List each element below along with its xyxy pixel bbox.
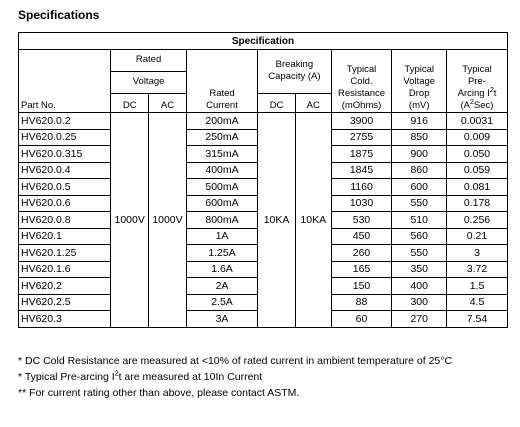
cell-voltage-drop: 600 [392,179,447,196]
header-breaking-line2: Capacity (A) [268,71,321,83]
cell-cold-resistance: 165 [331,261,392,278]
cell-part-no: HV620.1 [19,228,111,245]
footnote-cold-resistance: * DC Cold Resistance are measured at <10% of rated current in ambient temperature of 25°C [18,355,453,367]
cell-cold-resistance: 88 [331,294,392,311]
cell-pre-arcing: 0.059 [446,162,507,179]
header-rated: Rated [111,50,187,72]
cell-cold-resistance: 150 [331,278,392,295]
header-vdrop-line1: Typical [404,64,434,75]
cell-rated-current: 500mA [186,179,257,196]
cell-rated-current: 200mA [186,113,257,130]
cell-voltage-drop: 860 [392,162,447,179]
cell-pre-arcing: 1.5 [446,278,507,295]
cell-rated-current: 800mA [186,212,257,229]
cell-part-no: HV620.0.6 [19,195,111,212]
cell-part-no: HV620.0.4 [19,162,111,179]
footnotes [18,353,452,401]
cell-rated-current: 1.25A [186,245,257,262]
cell-part-no: HV620.0.5 [19,179,111,196]
cell-cold-resistance: 530 [331,212,392,229]
section-title: Specifications [18,8,100,22]
cell-rated-current: 1.6A [186,261,257,278]
cell-voltage-drop: 550 [392,195,447,212]
table-row [19,113,508,130]
cell-part-no: HV620.2 [19,278,111,295]
table-banner: Specification [19,33,508,50]
footnote-contact: ** For current rating other than above, please contact ASTM. [18,387,300,399]
header-breaking-dc: DC [258,93,296,112]
cell-cold-resistance: 1875 [331,146,392,163]
cell-voltage-drop: 510 [392,212,447,229]
header-vdrop-line4: (mV) [408,100,430,111]
cell-pre-arcing: 3 [446,245,507,262]
header-part-no: Part No. [19,50,111,113]
cell-voltage-drop: 270 [392,311,447,328]
cell-voltage-drop: 900 [392,146,447,163]
cell-voltage-drop: 400 [392,278,447,295]
header-vdrop-line3: Drop [408,88,430,99]
header-vdrop-line2: Voltage [403,76,436,87]
cell-pre-arcing: 4.5 [446,294,507,311]
header-cold-res-line2: Cold. [350,76,373,87]
cell-part-no: HV620.0.2 [19,113,111,130]
cell-voltage-ac: 1000V [149,113,187,328]
cell-rated-current: 600mA [186,195,257,212]
header-voltage-dc: DC [111,93,149,112]
cell-voltage-drop: 916 [392,113,447,130]
cell-voltage-drop: 300 [392,294,447,311]
cell-cold-resistance: 1845 [331,162,392,179]
header-cold-res-line3: Resistance [338,88,386,99]
cell-part-no: HV620.3 [19,311,111,328]
header-voltage-ac: AC [149,93,187,112]
cell-voltage-drop: 350 [392,261,447,278]
cell-cold-resistance: 60 [331,311,392,328]
cell-pre-arcing: 0.256 [446,212,507,229]
cell-cold-resistance: 260 [331,245,392,262]
header-voltage-drop [392,50,447,113]
header-cold-resistance [331,50,392,113]
header-cold-res-line1: Typical [346,64,377,75]
header-i2t-line2: Pre- [468,76,486,87]
header-breaking-ac: AC [295,93,331,112]
cell-cold-resistance: 1160 [331,179,392,196]
cell-part-no: HV620.2.5 [19,294,111,311]
cell-rated-current: 3A [186,311,257,328]
header-pre-arcing [446,50,507,113]
header-i2t-line4: $(A^2Sec)$ [460,98,494,111]
cell-breaking-dc: 10KA [258,113,296,328]
cell-rated-current: 1A [186,228,257,245]
cell-part-no: HV620.0.25 [19,129,111,146]
cell-cold-resistance: 450 [331,228,392,245]
cell-rated-current: 400mA [186,162,257,179]
cell-rated-current: 2A [186,278,257,295]
cell-pre-arcing: 7.54 [446,311,507,328]
cell-pre-arcing: 3.72 [446,261,507,278]
cell-voltage-dc: 1000V [111,113,149,328]
cell-pre-arcing: 0.178 [446,195,507,212]
cell-pre-arcing: 0.050 [446,146,507,163]
cell-rated-current: 2.5A [186,294,257,311]
header-i2t-line3: Arcing $I^2t$ [457,86,497,99]
cell-part-no: HV620.1.25 [19,245,111,262]
header-breaking-capacity [258,50,331,94]
cell-voltage-drop: 550 [392,245,447,262]
header-cold-res-line4: (mOhms) [341,100,382,111]
cell-rated-current: 250mA [186,129,257,146]
cell-part-no: HV620.0.8 [19,212,111,229]
specification-table [18,32,508,328]
cell-voltage-drop: 560 [392,228,447,245]
cell-voltage-drop: 850 [392,129,447,146]
cell-pre-arcing: 0.009 [446,129,507,146]
cell-cold-resistance: 3900 [331,113,392,130]
header-rated-current-line1: Rated [209,88,235,99]
header-rated-current-line2: Current [206,100,238,111]
footnote-pre-arcing: * Typical Pre-arcing $I^2t$ are measured at 10In Current [18,370,263,383]
cell-pre-arcing: 0.081 [446,179,507,196]
cell-cold-resistance: 1030 [331,195,392,212]
cell-pre-arcing: 0.0031 [446,113,507,130]
cell-rated-current: 315mA [186,146,257,163]
header-rated-current [186,50,257,113]
header-voltage: Voltage [111,71,187,93]
cell-cold-resistance: 2755 [331,129,392,146]
header-breaking-line1: Breaking [275,59,314,71]
cell-part-no: HV620.1.6 [19,261,111,278]
cell-pre-arcing: 0.21 [446,228,507,245]
header-i2t-line1: Typical [462,64,492,75]
cell-breaking-ac: 10KA [295,113,331,328]
cell-part-no: HV620.0.315 [19,146,111,163]
